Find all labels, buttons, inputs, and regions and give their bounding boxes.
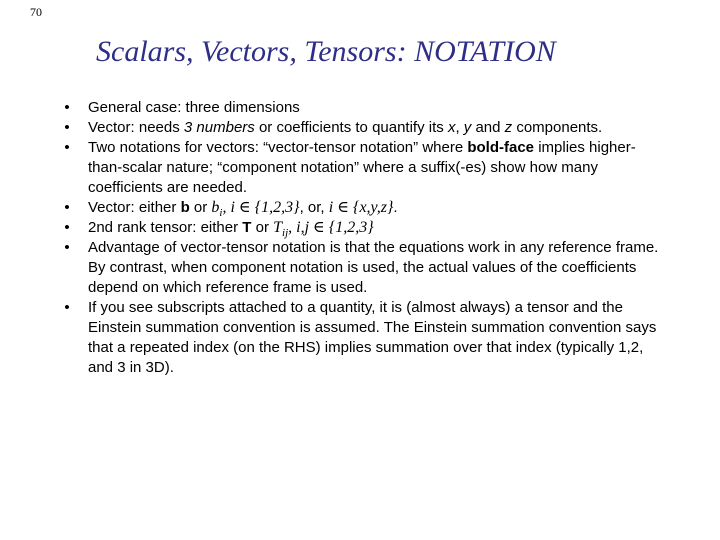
- text-run: Vector: needs: [88, 119, 184, 136]
- bullet-item: [64, 98, 660, 118]
- italic-text: x: [447, 119, 456, 136]
- text-run: , or,: [299, 199, 329, 216]
- bold-tensor-symbol: T: [242, 219, 252, 236]
- bullet-item: [64, 298, 660, 378]
- bullet-item: [64, 238, 660, 298]
- bullet-text: [88, 198, 660, 218]
- text-run: or coefficients to quantify its: [254, 119, 448, 136]
- text-run: or: [251, 219, 274, 236]
- text-run: Two notations for vectors: “vector-tensor notation” where: [88, 139, 468, 156]
- bullet-list: [64, 98, 660, 378]
- text-run: 2nd rank tensor: either: [88, 219, 243, 236]
- bold-vector-symbol: b: [180, 199, 190, 216]
- slide-title: Scalars, Vectors, Tensors: NOTATION: [96, 35, 556, 68]
- bullet-item: [64, 198, 660, 219]
- bullet-point-icon: •: [64, 239, 70, 256]
- text-run: ,: [455, 119, 464, 136]
- bullet-point-icon: •: [64, 219, 70, 236]
- italic-text: y: [463, 119, 472, 136]
- math-expression: , i,j ∈ {1,2,3}: [288, 219, 374, 236]
- bullet-item: [64, 218, 660, 239]
- text-run: implies higher-than-scalar nature; “component notation” where a suffix(-es) show how many coefficients are needed.: [88, 139, 636, 196]
- math-symbol: T: [273, 219, 283, 236]
- bullet-item: [64, 138, 660, 198]
- bullet-text: [88, 218, 660, 238]
- bullet-point-icon: •: [64, 119, 70, 136]
- bullet-text: [88, 118, 660, 138]
- bold-text: bold-face: [467, 139, 535, 156]
- bullet-text: Advantage of vector-tensor notation is that the equations work in any reference frame. By contrast, when component notation is used, the actual values of the coefficients depend on which reference frame is used.: [88, 239, 659, 296]
- text-run: components.: [512, 119, 603, 136]
- italic-text: 3 numbers: [183, 119, 255, 136]
- bullet-point-icon: •: [64, 99, 70, 116]
- bullet-item: [64, 118, 660, 138]
- bullet-point-icon: •: [64, 299, 70, 316]
- math-expression: , i ∈ {1,2,3}: [222, 199, 300, 216]
- text-run: and: [471, 119, 505, 136]
- bullet-text: [88, 138, 660, 198]
- text-run: or: [189, 199, 212, 216]
- text-run: .: [393, 199, 398, 216]
- math-expression: i ∈ {x,y,z}: [328, 199, 394, 216]
- bullet-point-icon: •: [64, 199, 70, 216]
- bullet-text: General case: three dimensions: [88, 99, 300, 116]
- subscript: i: [219, 207, 223, 219]
- subscript: ij: [282, 227, 289, 239]
- math-symbol: b: [211, 199, 220, 216]
- bullet-point-icon: •: [64, 139, 70, 156]
- text-run: Vector: either: [88, 199, 181, 216]
- page-number: 70: [30, 5, 42, 19]
- italic-text: z: [504, 119, 513, 136]
- bullet-text: If you see subscripts attached to a quantity, it is (almost always) a tensor and the Einstein summation convention is assumed. The Einstein summation convention says that a repeated index (on the RHS) implies summation over that index (typically 1,2, and 3 in 3D).: [88, 299, 657, 376]
